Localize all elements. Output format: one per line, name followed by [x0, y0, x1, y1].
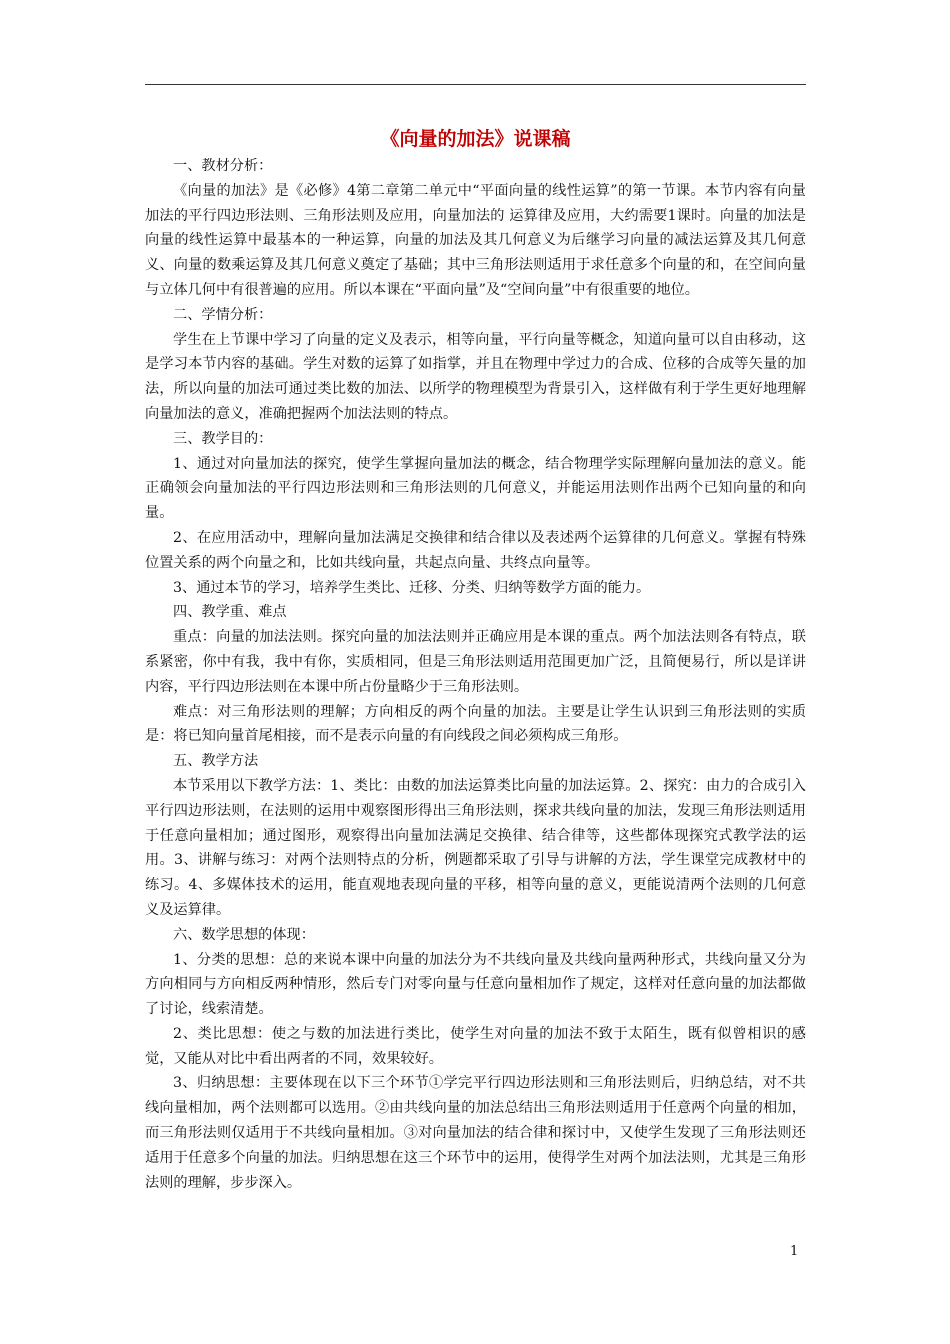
paragraph: 重点：向量的加法法则。探究向量的加法法则并正确应用是本课的重点。两个加法法则各有特点，联系紧密，你中有我，我中有你，实质相同，但是三角形法则适用范围更加广泛，且简便易行，所以是详讲内容，平行四边形法则在本课中所占份量略少于三角形法则。 — [145, 629, 806, 695]
paragraph: 学生在上节课中学习了向量的定义及表示，相等向量，平行向量等概念，知道向量可以自由移动，这是学习本节内容的基础。学生对数的运算了如指掌，并且在物理中学过力的合成、位移的合成等矢量的加法，所以向量的加法可通过类比数的加法、以所学的物理模型为背景引入，这样做有利于学生更好地理解向量加法的意义，准确把握两个加法法则的特点。 — [145, 331, 806, 422]
section-heading: 六、数学思想的体现： — [173, 926, 315, 943]
paragraph: 1、通过对向量加法的探究，使学生掌握向量加法的概念，结合物理学实际理解向量加法的意义。能正确领会向量加法的平行四边形法则和三角形法则的几何意义，并能运用法则作出两个已知向量的和向量。 — [145, 455, 806, 522]
document-body — [145, 126, 806, 1195]
section-math-thinking — [145, 923, 806, 1196]
paragraph: 3、通过本节的学习，培养学生类比、迁移、分类、归纳等数学方面的能力。 — [173, 579, 651, 596]
section-heading: 二、学情分析： — [173, 306, 273, 323]
section-heading: 三、教学目的： — [173, 430, 273, 447]
section-heading: 五、教学方法 — [173, 753, 259, 770]
section-teaching-objectives — [145, 427, 806, 601]
paragraph: 3、归纳思想：主要体现在以下三个环节①学完平行四边形法则和三角形法则后，归纳总结，对不共线向量相加，两个法则都可以选用。②由共线向量的加法总结出三角形法则适用于任意两个向量的相加，而三角形法则仅适用于不共线向量相加。③对向量加法的结合律和探讨中，又使学生发现了三角形法则还适用于任意多个向量的加法。归纳思想在这三个环节中的运用，使得学生对两个加法法则，尤其是三角形法则的理解，步步深入。 — [145, 1075, 806, 1191]
paragraph: 本节采用以下教学方法：1、类比：由数的加法运算类比向量的加法运算。2、探究：由力的合成引入平行四边形法则，在法则的运用中观察图形得出三角形法则，探求共线向量的加法，发现三角形法则适用于任意向量相加；通过图形，观察得出向量加法满足交换律、结合律等，这些都体现探究式教学法的运用。3、讲解与练习：对两个法则特点的分析，例题都采取了引导与讲解的方法，学生课堂完成教材中的练习。4、多媒体技术的运用，能直观地表现向量的平移，相等向量的意义，更能说清两个法则的几何意义及运算律。 — [145, 777, 806, 918]
paragraph: 1、分类的思想：总的来说本课中向量的加法分为不共线向量及共线向量两种形式，共线向量又分为方向相同与方向相反两种情形，然后专门对零向量与任意向量相加作了规定，这样对任意向量的加法都做了讨论，线索清楚。 — [145, 951, 806, 1018]
section-heading: 一、教材分析： — [173, 158, 273, 174]
paragraph: 2、类比思想：使之与数的加法进行类比，使学生对向量的加法不致于太陌生，既有似曾相识的感觉，又能从对比中看出两者的不同，效果较好。 — [145, 1025, 806, 1067]
paragraph: 《向量的加法》是《必修》4第二章第二单元中“平面向量的线性运算”的第一节课。本节内容有向量加法的平行四边形法则、三角形法则及应用，向量加法的 运算律及应用，大约需要1课时。向量的加法是向量的线性运算中最基本的一种运算，向量的加法及其几何意义为后继学习向量的减法运算及其几何意义、向量的数乘运算及其几何意义奠定了基础；其中三角形法则适用于求任意多个向量的和，在空间向量与立体几何中有很普遍的应用。所以本课在“平面向量”及“空间向量”中有很重要的地位。 — [145, 182, 806, 298]
section-heading: 四、教学重、难点 — [173, 604, 287, 621]
paragraph: 2、在应用活动中，理解向量加法满足交换律和结合律以及表述两个运算律的几何意义。掌握有特殊位置关系的两个向量之和，比如共线向量，共起点向量、共终点向量等。 — [145, 529, 806, 571]
section-student-analysis — [145, 303, 806, 427]
document-title: 《向量的加法》说课稿 — [380, 128, 571, 150]
paragraph: 难点：对三角形法则的理解；方向相反的两个向量的加法。主要是让学生认识到三角形法则的实质是：将已知向量首尾相接，而不是表示向量的有向线段之间必须构成三角形。 — [145, 703, 806, 745]
section-teaching-methods — [145, 749, 806, 923]
section-key-points — [145, 600, 806, 749]
page-number: 1 — [790, 1244, 799, 1259]
header-rule — [145, 84, 806, 85]
section-textbook-analysis — [145, 154, 806, 303]
